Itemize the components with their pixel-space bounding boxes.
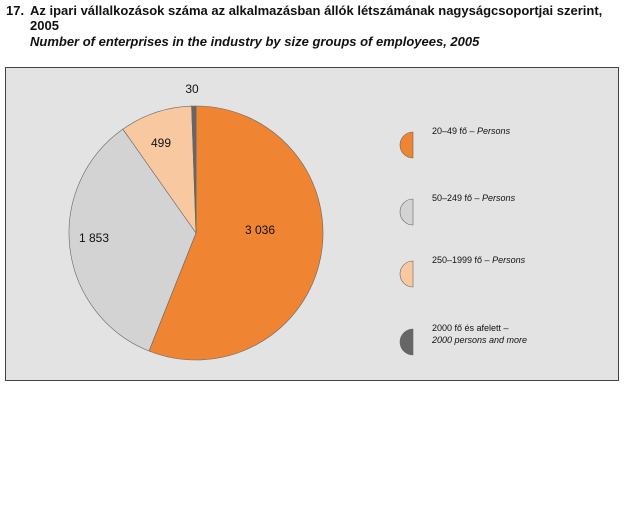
legend-swatch-0 [400, 132, 413, 158]
legend-swatch-3 [400, 329, 413, 355]
chart-panel [5, 67, 619, 381]
legend-label-0: 20–49 fő – Persons [432, 126, 511, 136]
title-block [6, 3, 620, 49]
legend-label-2: 250–1999 fő – Persons [432, 255, 526, 265]
slice-value-label-0: 3 036 [244, 223, 276, 237]
title-hungarian-text: Az ipari vállalkozások száma az alkalmazásban állók létszámának nagyságcsoportjai szerint, 2005 [30, 3, 603, 33]
legend-swatch-1 [400, 199, 413, 225]
title-english: Number of enterprises in the industry by size groups of employees, 2005 [30, 34, 480, 49]
slice-value-label-3: 30 [185, 82, 199, 96]
slice-value-label-1: 1 853 [78, 231, 110, 245]
legend-swatch-2 [400, 261, 413, 287]
legend-label-1: 50–249 fő – Persons [432, 193, 516, 203]
slice-value-label-2: 499 [150, 136, 172, 150]
legend-label-3: 2000 fő és afelett – 2000 persons and more [432, 323, 528, 345]
title-hungarian [6, 3, 620, 33]
figure-number: 17. [6, 3, 25, 18]
